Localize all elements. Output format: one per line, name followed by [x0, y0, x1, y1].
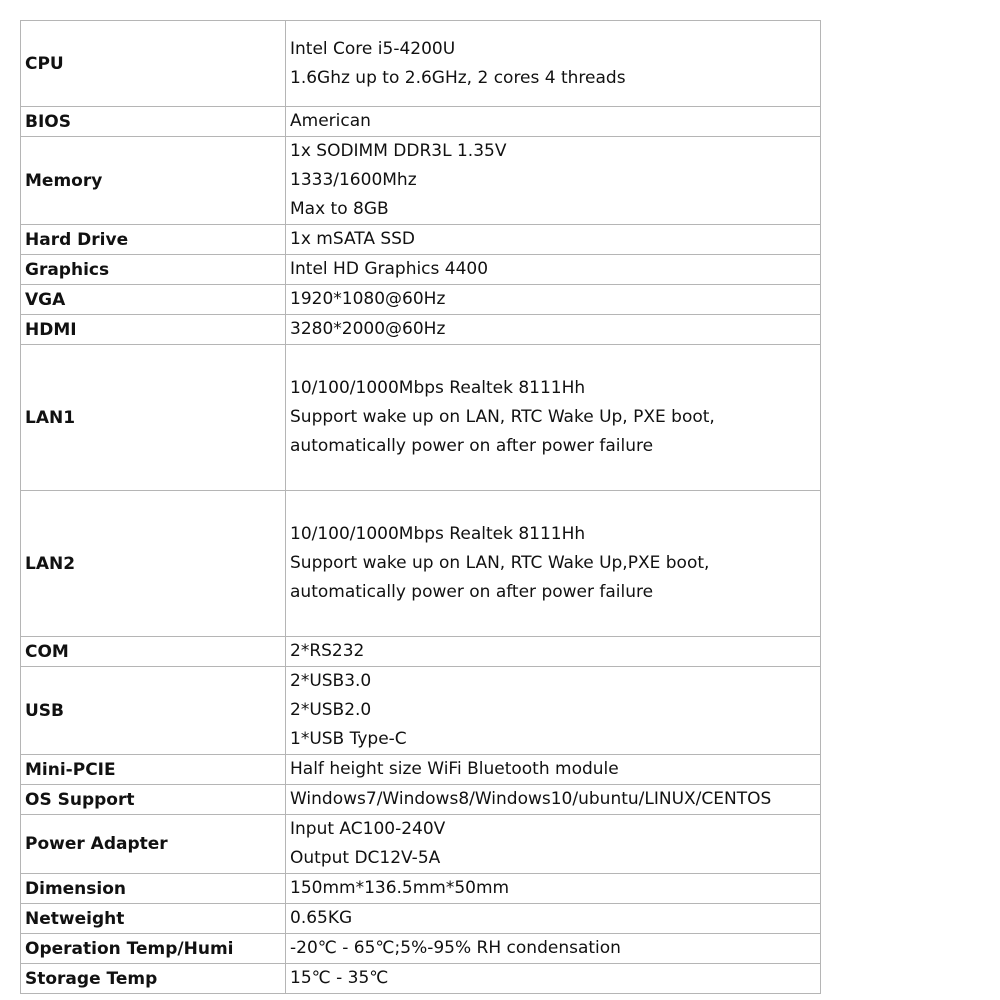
- spec-label: Hard Drive: [21, 225, 286, 255]
- spec-row-dimension: [21, 874, 821, 904]
- spec-value-line: 1333/1600Mhz: [290, 170, 417, 190]
- spec-value-line: automatically power on after power failure: [290, 436, 654, 456]
- spec-value-line: Windows7/Windows8/Windows10/ubuntu/LINUX/CENTOS: [290, 789, 772, 809]
- spec-row-memory: [21, 137, 821, 225]
- spec-value-line: 2*USB2.0: [290, 700, 372, 720]
- spec-row-bios: [21, 107, 821, 137]
- spec-label: Storage Temp: [21, 964, 286, 994]
- spec-value: [286, 225, 821, 255]
- spec-value-line: 10/100/1000Mbps Realtek 8111Hh: [290, 378, 586, 398]
- spec-value: [286, 21, 821, 107]
- spec-label: LAN1: [21, 345, 286, 491]
- spec-value: [286, 637, 821, 667]
- spec-value-line: Output DC12V-5A: [290, 848, 441, 868]
- spec-value-line: Max to 8GB: [290, 199, 389, 219]
- spec-row-mini-pcie: [21, 755, 821, 785]
- spec-label: Netweight: [21, 904, 286, 934]
- spec-row-power-adapter: [21, 815, 821, 874]
- spec-row-lan2: [21, 491, 821, 637]
- spec-label: Operation Temp/Humi: [21, 934, 286, 964]
- spec-value: [286, 785, 821, 815]
- spec-value: [286, 255, 821, 285]
- spec-value-line: 3280*2000@60Hz: [290, 319, 446, 339]
- spec-value: [286, 315, 821, 345]
- spec-value-line: Support wake up on LAN, RTC Wake Up,PXE boot,: [290, 553, 710, 573]
- spec-value-line: 0.65KG: [290, 908, 353, 928]
- spec-value-line: 1.6Ghz up to 2.6GHz, 2 cores 4 threads: [290, 67, 626, 88]
- spec-row-operation-temp: [21, 934, 821, 964]
- spec-row-com: [21, 637, 821, 667]
- spec-value-line: 1920*1080@60Hz: [290, 289, 446, 309]
- spec-value-line: Support wake up on LAN, RTC Wake Up, PXE boot,: [290, 407, 715, 427]
- spec-label: Memory: [21, 137, 286, 225]
- spec-table: [20, 20, 821, 994]
- spec-value: [286, 667, 821, 755]
- spec-value: [286, 904, 821, 934]
- spec-value-line: 1x SODIMM DDR3L 1.35V: [290, 141, 507, 161]
- spec-value: [286, 491, 821, 637]
- spec-row-cpu: [21, 21, 821, 107]
- spec-row-hdmi: [21, 315, 821, 345]
- spec-value-line: Half height size WiFi Bluetooth module: [290, 759, 619, 779]
- spec-row-graphics: [21, 255, 821, 285]
- spec-value-line: 10/100/1000Mbps Realtek 8111Hh: [290, 524, 586, 544]
- spec-value: [286, 137, 821, 225]
- spec-row-netweight: [21, 904, 821, 934]
- spec-value: [286, 285, 821, 315]
- spec-value: [286, 107, 821, 137]
- spec-label: USB: [21, 667, 286, 755]
- spec-value: [286, 934, 821, 964]
- spec-value-line: automatically power on after power failure: [290, 582, 654, 602]
- spec-value: [286, 345, 821, 491]
- spec-row-storage-temp: [21, 964, 821, 994]
- spec-label: VGA: [21, 285, 286, 315]
- spec-value-line: 2*RS232: [290, 641, 365, 661]
- spec-label: Power Adapter: [21, 815, 286, 874]
- spec-value-line: 1*USB Type-C: [290, 729, 407, 749]
- spec-row-os-support: [21, 785, 821, 815]
- spec-label: OS Support: [21, 785, 286, 815]
- spec-value-line: 1x mSATA SSD: [290, 229, 416, 249]
- spec-value: [286, 755, 821, 785]
- spec-value: [286, 815, 821, 874]
- spec-row-usb: [21, 667, 821, 755]
- spec-label: BIOS: [21, 107, 286, 137]
- spec-label: Mini-PCIE: [21, 755, 286, 785]
- spec-label: Dimension: [21, 874, 286, 904]
- spec-row-lan1: [21, 345, 821, 491]
- spec-value-line: Intel HD Graphics 4400: [290, 259, 489, 279]
- spec-label: CPU: [21, 21, 286, 107]
- spec-label: Graphics: [21, 255, 286, 285]
- spec-value-line: Intel Core i5-4200U: [290, 38, 456, 59]
- spec-value-line: American: [290, 111, 371, 131]
- spec-value-line: Input AC100-240V: [290, 819, 446, 839]
- spec-value-line: 15℃ - 35℃: [290, 968, 389, 988]
- spec-value-line: 150mm*136.5mm*50mm: [290, 878, 510, 898]
- spec-label: HDMI: [21, 315, 286, 345]
- spec-value: [286, 874, 821, 904]
- spec-row-vga: [21, 285, 821, 315]
- spec-label: COM: [21, 637, 286, 667]
- spec-value: [286, 964, 821, 994]
- spec-value-line: 2*USB3.0: [290, 671, 372, 691]
- spec-value-line: -20℃ - 65℃;5%-95% RH condensation: [290, 938, 621, 958]
- spec-label: LAN2: [21, 491, 286, 637]
- spec-row-hard-drive: [21, 225, 821, 255]
